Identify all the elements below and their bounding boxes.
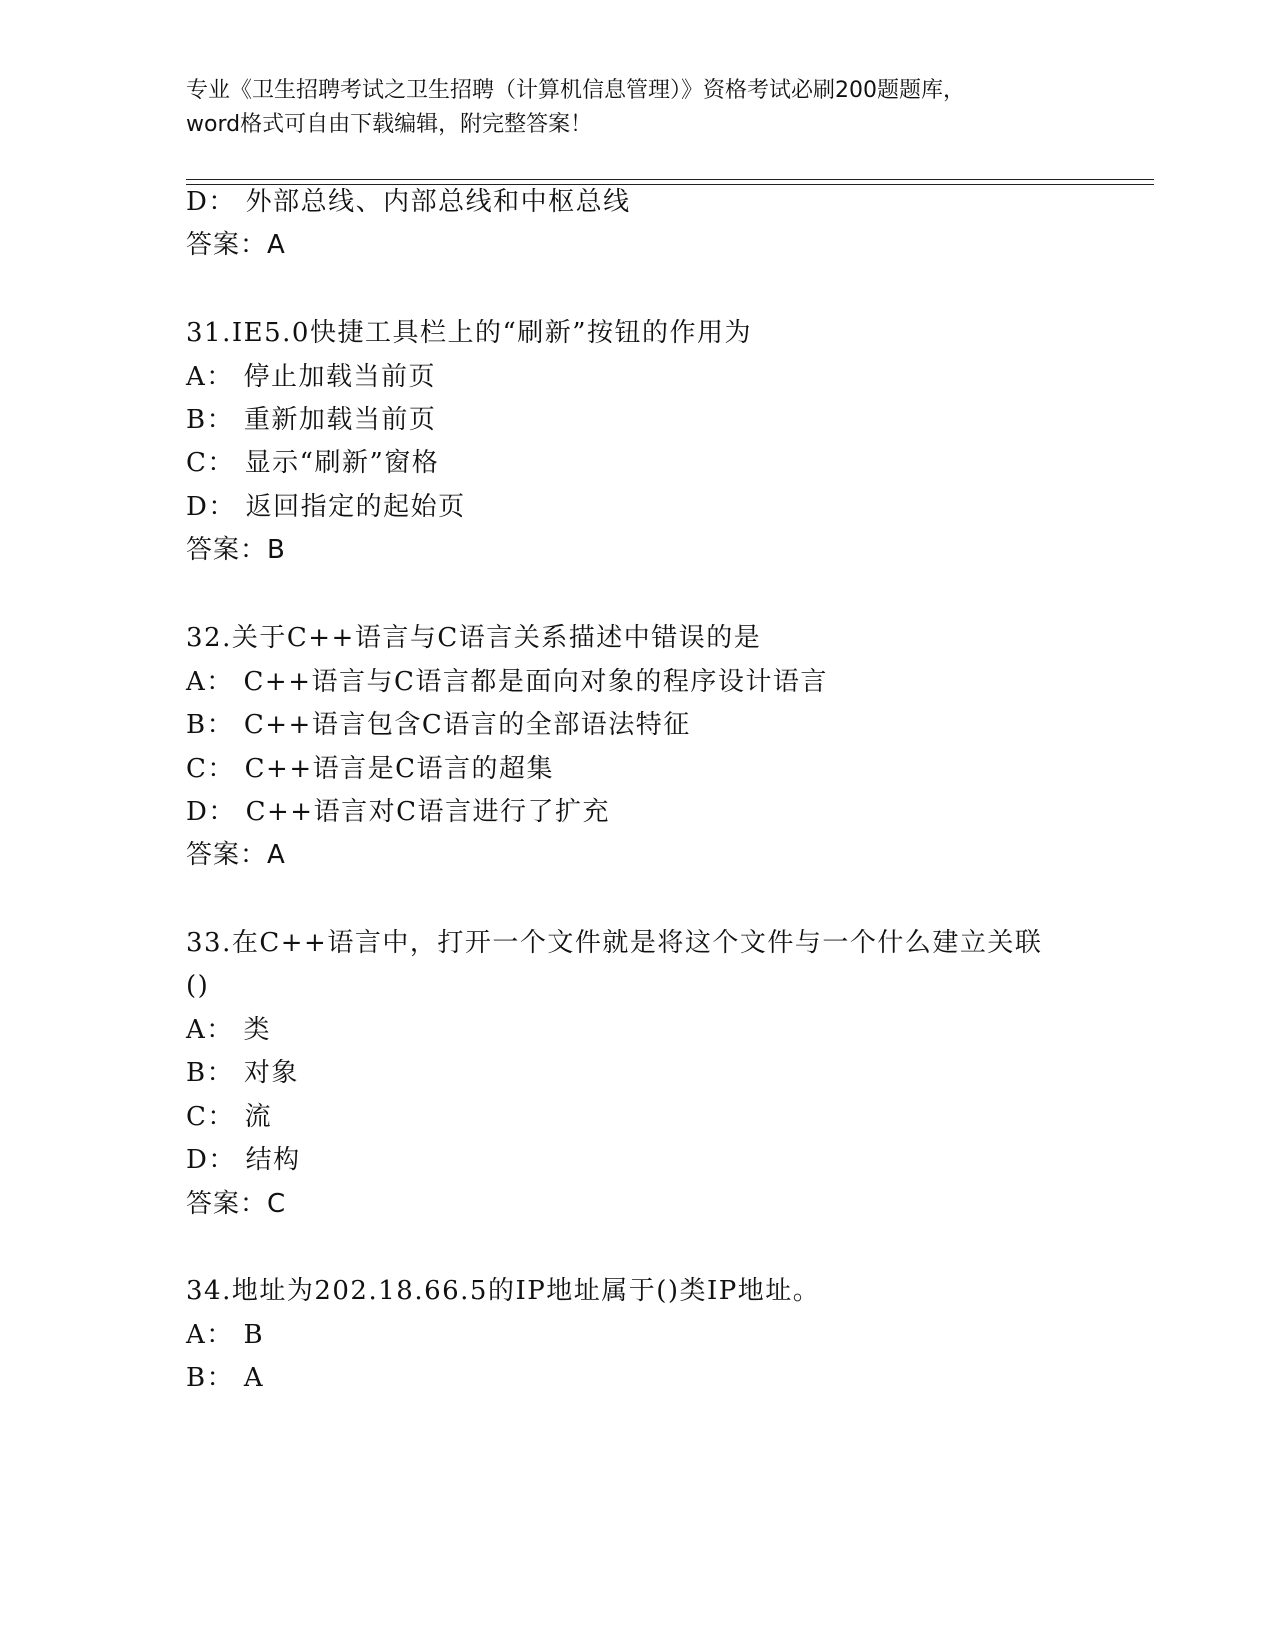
q33-option-c: C： 流 bbox=[186, 1102, 273, 1132]
q33-option-b: B： 对象 bbox=[186, 1058, 299, 1088]
q31-question: 31.IE5.0快捷工具栏上的“刷新”按钮的作用为 bbox=[186, 318, 753, 348]
q31-option-a: A： 停止加载当前页 bbox=[186, 362, 437, 392]
q34-option-b: B： A bbox=[186, 1363, 265, 1393]
prev-answer: 答案：A bbox=[186, 230, 286, 260]
document-header bbox=[186, 74, 1086, 142]
q31-option-d: D： 返回指定的起始页 bbox=[186, 492, 466, 522]
header-divider-top bbox=[186, 179, 1154, 180]
q34-question: 34.地址为202.18.66.5的IP地址属于()类IP地址。 bbox=[186, 1276, 821, 1306]
q32-option-c: C： C++语言是C语言的超集 bbox=[186, 754, 555, 784]
q32-option-d: D： C++语言对C语言进行了扩充 bbox=[186, 797, 610, 827]
q31-option-c: C： 显示“刷新”窗格 bbox=[186, 448, 440, 478]
header-title-line1: 专业《卫生招聘考试之卫生招聘（计算机信息管理）》资格考试必刷200题题库， bbox=[186, 78, 965, 103]
prev-option-d: D： 外部总线、内部总线和中枢总线 bbox=[186, 187, 631, 217]
q32-option-a: A： C++语言与C语言都是面向对象的程序设计语言 bbox=[186, 667, 828, 697]
q32-question: 32.关于C++语言与C语言关系描述中错误的是 bbox=[186, 623, 762, 653]
q33-question-line1: 33.在C++语言中，打开一个文件就是将这个文件与一个什么建立关联 bbox=[186, 928, 1043, 958]
q33-option-d: D： 结构 bbox=[186, 1145, 301, 1175]
header-divider-bottom bbox=[186, 184, 1154, 185]
header-title-line2: word格式可自由下载编辑，附完整答案！ bbox=[186, 112, 593, 137]
q33-question-line2: () bbox=[186, 971, 210, 1001]
q31-option-b: B： 重新加载当前页 bbox=[186, 405, 437, 435]
q32-answer: 答案：A bbox=[186, 840, 286, 870]
q33-answer: 答案：C bbox=[186, 1189, 287, 1219]
q34-option-a: A： B bbox=[186, 1320, 265, 1350]
q32-option-b: B： C++语言包含C语言的全部语法特征 bbox=[186, 710, 691, 740]
q33-option-a: A： 类 bbox=[186, 1015, 272, 1045]
q31-answer: 答案：B bbox=[186, 535, 286, 565]
